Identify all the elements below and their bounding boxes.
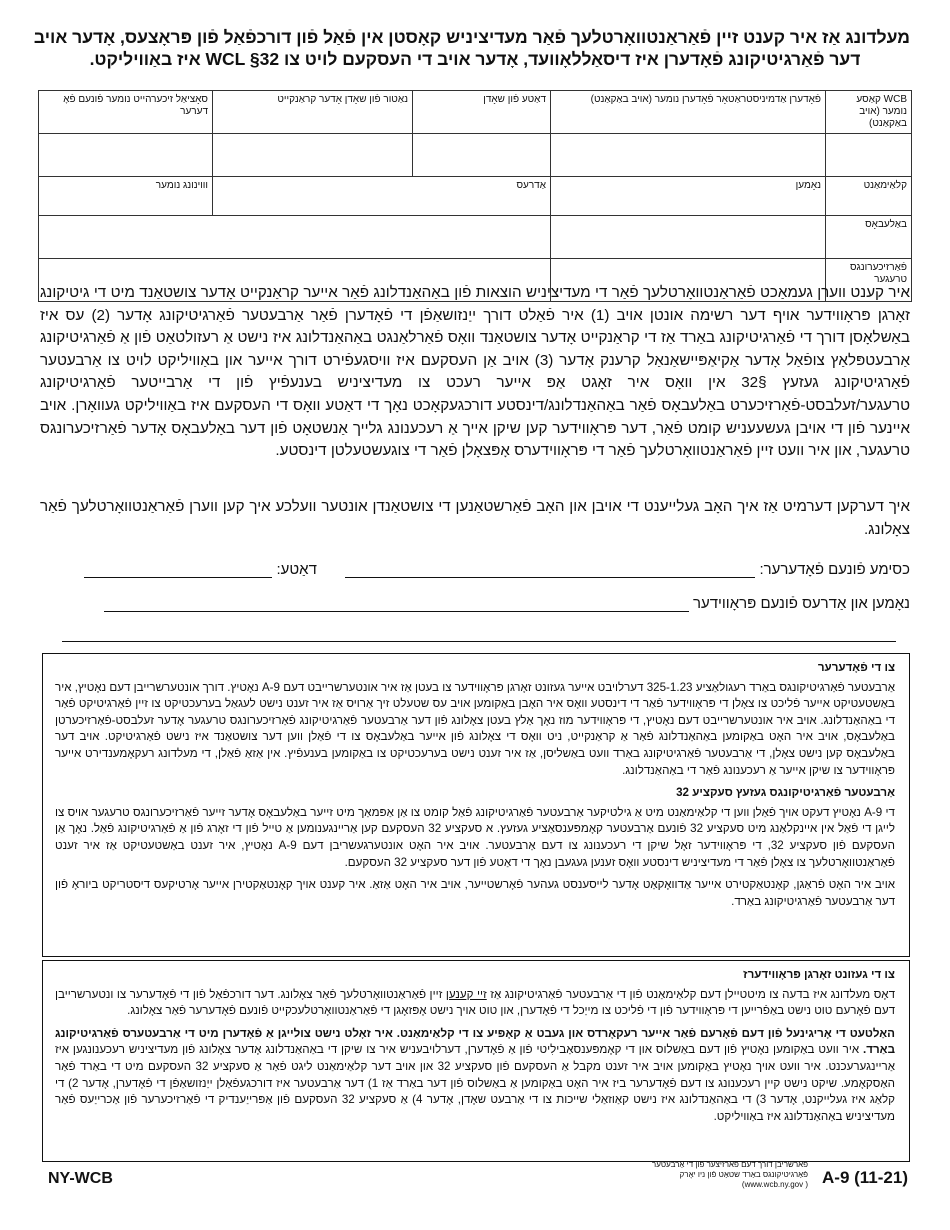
provider-field[interactable] <box>104 596 689 612</box>
claim-admin-number-label: פֿאָדערן אַדמיניסטראַטאָר פֿאָדערן נומער (אויב באַקאַנט) <box>551 91 826 134</box>
notice-to-claimant-box <box>42 653 910 957</box>
providers-p1-part-a: דאָס מעלדונג איז בדעה צו מיטטיילן דעם קלאַימאַנט פֿון די אַרבעטער פֿאַרגיטיקונג אַז <box>486 987 896 1001</box>
section32-heading: אַרבעטער פֿאַרגיטיקונגס געזעץ סעקציע 32 <box>676 786 895 800</box>
claim-admin-number-field[interactable] <box>551 134 826 177</box>
footer-mid-line-2: פֿאַרגיטיקונגס באַרד שטאַט פֿון ניו יאָרק <box>679 1170 808 1179</box>
provider-field-line-2[interactable] <box>62 641 896 642</box>
ssn-label: סאָציאַל זיכערהייט נומער פֿונעם פֿאָ דערער <box>39 91 213 134</box>
row-label-employer: באַלעבאָס <box>826 216 912 259</box>
footer-mid-line-1: פֿארשריבן דורך דעם פֿארזיצער פֿון די אַרבעטער <box>651 1160 808 1169</box>
row-label-claimant: קלאַימאַנט <box>826 177 912 216</box>
injury-nature-label: נאַטור פֿון שאָדן אָדער קראַנקייט <box>213 91 413 134</box>
intro-paragraph: איר קענט ווערן געמאַכט פֿאַראַנטוואָרטלעך פֿאַר די מעדיציניש הוצאות פֿון באַהאַנדלונג פֿאַר אייער קראַנקייט אָדער צושטאַנד מיט די גיטיקונג זאָרגן פּראָווידער אויף דער רשימה אונטן אויב (1) איר פֿאַלט דורך ייַנזושאַפֿן די פֿאָדערן פֿאַר אַרבעטער פֿאַרגיטיקונג אָדער (2) עס איז באַשלאָסן דורך די פֿאַרגיטיקונג באַרד אַז די קראַנקייט אָדער צושטאַנד וואָס פֿאַרלאַנגט באַהאַנדלונג איז נישט אַ רעזולטאַט פֿון אַ פֿאַרגיטיקונג אַרבעטפּלאַץ צופֿאַל אָדער אַקיאַפּיישאַנאַל קרענק אָדער (3) אויב אַן העסקעם איז וויסגעפֿירט דורך אייער און באַוויליקט לויט צו אַרבעטער פֿאַרגיטיקונג געזעץ §32 אין וואָס איר זאָגט אַפּ אייער רעכט צו מעדיציניש בענעפֿיץ פֿון די אַרבייטער פֿאַרגיטיקונג טרעגער/זעלבסט-פֿאַרזיכערט באַלעבאָס פֿאַר באַהאַנדלונג/דינסטע דורכגעקאָכט נאָך די דאַטע וואָס די העסקעם איז באַוויליקט געוואָרן. אויב איינער פֿון די אויבן געשעעניש קומט פֿאַר, דער פּראָווידער קען שיקן אייך אַ רעכענונג גלייך אַנשטאָט פֿון דער באַלעבאָס אָדער פֿאַרזיכערונגס טרעגער, און איר וועט זיין פֿאַראַנטוואָרטלעך פֿאַר די פּראָווידערס אָפּצאָלן פֿאַר די צוגעשטעלטן דינסטע. <box>40 284 911 460</box>
claimant-paragraph-1: אַרבעטער פֿאַרגיטיקונגס באַרד רעגולאַציע 325-1.23 דערלויבט אייער געזונט זאָרגן פּראָווידער צו בעטן אַז איר אונטערשרייבט דעם A-9 נאָטיץ. דורך אונטערשרייבן דעם נאָטיץ, איר באַשטעטיקט אייער פֿליכט צו צאָלן די פּראָווידער פֿאַר די דינסטע וואָס איר האָבן באַקומען אויב עס שטעלט זיך אַרויס אַז איר זענט נישט לעגאַל בערעכטיקט צו זיין פֿאַרגיטיקט פֿאַר די באַהאַנדלונג. אויב איר אונטערשרייבט דעם נאָטיץ, די פּראָווידער מוז נאָך אַלץ בעטן צאָלונג פֿון דער אַרבעטער פֿאַרגיטיקונג פֿאַרזיכערונגס טרעגער אָדער זעלבסט-פֿאַרזיכערטן באַלעבאָס, אויב איר האָט באַקומען באַהאַנדלונג פֿאַר אַ קראַנקייט, ניט וואָס די צאָלונג פֿון אייער באַלעבאָס צו די פֿאַלן ווען דער צושטאַנד איז נישט פֿאַרגיטיקט. אויב דער באַלעבאָס קען נישט צאָלן, די אַרבעטער פֿאַרגיטיקונג באַרד וועט באַשליסן, אַז איר זענט נישט בערעכטיקט צו באַקומען בענעפֿיץ. אין אַזאַ פֿאַלן, די מעלדונג רעקאָמענדירט אייער פּראָווידער צו שיקן אייער אַ רעכענונג פֿאַר די באַהאַנדלונג. <box>55 680 895 777</box>
provider-row <box>40 595 910 612</box>
footer-form-id: A-9 (11-21) <box>822 1168 908 1187</box>
form-title <box>33 26 910 70</box>
provider-label: נאָמען און אַדרעס פֿונעם פּראָווידער <box>692 595 910 612</box>
providers-p2-bold: האַלטעט די אָריגינעל פֿון דעם פֿאָרעם פֿאַר אייער רעקאָרדס און געבט אַ קאָפּיע צו די קלאַימאַנט. איר זאָלט נישט צולייגן אַ פֿאָדערן מיט די אַרבעטערס פֿאַרגיטיקונג באַרד. <box>55 1026 895 1057</box>
footer-website: ( www.wcb.ny.gov) <box>741 1180 808 1189</box>
employer-name-field[interactable] <box>551 216 826 259</box>
employer-address-field[interactable] <box>39 216 551 259</box>
providers-paragraph-1 <box>55 987 895 1020</box>
footer-prescribed-by <box>560 1160 808 1190</box>
date-field[interactable] <box>84 562 272 578</box>
date-label: דאַטע: <box>276 561 317 578</box>
notice-to-providers-box <box>42 960 910 1162</box>
claimant-heading: צו די פֿאָדערער <box>817 661 895 674</box>
injury-date-label: דאַטע פֿון שאָדן <box>413 91 551 134</box>
wcb-case-number-label: WCB קאַסע נומער (אויב באַקאַנט) <box>826 91 912 134</box>
signature-label: כסימע פֿונעם פֿאָדערער: <box>759 561 910 578</box>
title-line-2: דער פֿאַרגיטיקונג פֿאָדערן איז דיסאַללאָוועד, אָדער אויב די העסקעם לויט צו WCL §32 איז באַוויליקט. <box>89 49 861 69</box>
ssn-field[interactable] <box>39 134 213 177</box>
providers-paragraph-2 <box>55 1026 895 1126</box>
providers-p2-text: איר וועט באַקומען נאָטיץ פֿון דעם באַשלוס און די קאָמפּענסאַבילִיטי פֿון אַ פֿאָדערן, דערלויבעניש איר צו שיקן די באַהאַנדלונג אָדער צאָלונג פֿון מעדיציניש רעכענונגען איז אַריינגערעכנט. איר וועט אויך נאָטיץ באַקומען אויב איר זענט מקבל אַ העסקעם פֿון סעקציע 32 און אויב דער קלאַימאַנט ליגט פֿאַר אַ סעקציע 32 העסקעם מיט די באַרד פֿאַר האַסקאָמע. שיקט נישט קיין רעכענונג צו דעם פֿאָדערער ביז איר האָט באַקומען אַ באַשלוס פֿון דער באַרד אַז 1) דער אַרבעטער איז דורכגעפֿאַלן ייַנזושאַפֿן די פֿאָדערן, אָדער 2) די קלאַג איז געלייקנט, אָדער 3) די באַהאַנדלונג איז נישט קאַוזאַלי שייכות צו די אַרבעט שאָדן, אָדער 4) אַ סעקציע 32 העסקעם פֿון אַפּרייַענדיק די פֿאַרזיכערער פֿון אַכרייַעס פֿאַר מעדיציניש באַהאַנדלונג איז באַוויליקט. <box>55 1043 896 1123</box>
col-label-address: אַדרעס <box>213 177 551 216</box>
header-table <box>38 90 912 302</box>
col-label-apartment: וווינונג נומער <box>39 177 213 216</box>
row-label-carrier: פֿאַרזיכערונגס טרעגער <box>826 259 912 302</box>
signature-field[interactable] <box>345 562 755 578</box>
section32-paragraph: די A-9 נאָטיץ דעקט אויך פֿאַלן ווען די קלאַימאַנט מיט אַ גילטיקער אַרבעטער פֿאַרגיטיקונג פֿאַל קומט צו אַן אַפּמאַך מיט זייער באַלעבאָס אָדער זייער פֿאַרזיכערונגס טרעגער אויס צו לייגן די פֿאַל אין איינקלאַנג מיט סעקציע 32 פֿונעם אַרבעטער קאָמפּענסאַציע געזעץ. א סעקציע 32 העסקעם קען אַריינגענומען אַ טייל פֿון די זאָרג פֿון אַ פֿאַרגיטיקונג פֿאַל. נאָך אַן העסקעם פֿון סעקציע 32, די פּראָווידער זאָל שיקן די רעכענונג צו דעם אַרבעטער. אויב איר האָט אונטערגעשריבן דעם A-9 נאָטיץ, איר זענט באַשטעטיקט אַז איר זענט פֿאַראַנטוואָרטלעך צו צאָלן פֿאַר די מעדיציניש דינסטע וואָס זענען געגעבן נאָך די דאַטע פֿון דער סעקציע 32 העסקעם. <box>55 805 895 869</box>
signature-row <box>40 561 910 578</box>
injury-date-field[interactable] <box>413 134 551 177</box>
providers-p1-underlined: זיי קענען <box>445 987 487 1001</box>
title-line-1: מעלדונג אַז איר קענט זיין פֿאַראַנטוואָרטלעך פֿאַר מעדיציניש קאָסטן אין פֿאַל פֿון דורכפֿאַל פֿון פּראָצעס, אָדער אויב <box>33 27 910 47</box>
providers-heading: צו די געזונט זאָרגן פּראָווידערז <box>743 968 895 981</box>
certification-paragraph: איך דערקען דערמיט אַז איך האָב געלייענט די אויבן און האָב פֿאַרשטאַנען די צושטאַנדן אונטער וועלכע איך קען ווערן פֿאַראַנטוואָרטלעך פֿאַר צאָלונג. <box>40 498 910 538</box>
providers-p1-part-b: זיין פֿאַראַנטוואָרטלעך פֿאַר צאָלונג. דער דורכפֿאַל פֿון די פֿאָדערער צו ונטערשרייבן דעם פֿאָרעם טוט נישט באַפֿרייען די פּראָווידער פֿון די פֿליכט צו מייַכל די פֿאָדערן, און טוט אויך נישט אָפּזאָגן די פֿאַראַנטוואָרטלעכקייט פֿונעם פֿאָדערער פֿאַר צאָלונג. <box>55 987 895 1018</box>
injury-nature-field[interactable] <box>213 134 413 177</box>
col-label-name: נאָמען <box>551 177 826 216</box>
questions-paragraph: אויב איר האָט פֿראַגן, קאָנטאַקטירט אייער אַדוואָקאַט אָדער לייסענסט געהער פֿאָרשטייער, אויב איר האָט אַזאַ. איר קענט אויך קאָנטאַקטירן אייער אָרטיקעס דיסטריקט ביוראָ פֿון דער אַרבעטער פֿאַרגיטיקונג באַרד. <box>55 878 895 908</box>
footer-agency: NY-WCB <box>48 1170 113 1187</box>
wcb-case-number-field[interactable] <box>826 134 912 177</box>
